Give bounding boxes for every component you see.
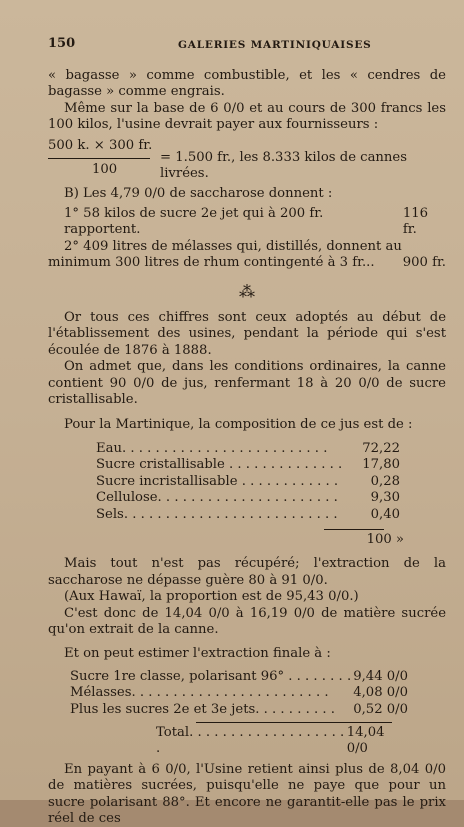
total-rule	[196, 722, 392, 723]
fraction-denominator: 100	[92, 161, 118, 177]
fraction-formula	[48, 137, 446, 182]
composition-sum-rule	[324, 529, 384, 530]
item-sugar-text: 1° 58 kilos de sucre 2e jet qui à 200 fr. rapportent.	[64, 206, 324, 238]
paragraph-sugar-matter: C'est donc de 14,04 0/0 à 16,19 0/0 de matière sucrée qu'on extrait de la canne.	[48, 605, 446, 637]
composition-table	[96, 441, 400, 523]
fraction-bar	[48, 158, 150, 159]
paragraph-cane-juice: On admet que, dans les conditions ordinaires, la canne contient 90 0/0 de jus, renfermant 18 à 20 0/0 de sucre cristallisable.	[48, 359, 446, 408]
item-molasses-revenue	[48, 255, 446, 271]
paragraph-usine-retains: En payant à 6 0/0, l'Usine retient ainsi plus de 8,04 0/0 de matières sucrées, puisqu'elle ne paye que pour un sucre polarisant 88°. Et encore ne garantit-elle pas le prix réel de ces	[48, 761, 446, 827]
composition-label: Cellulose. . . . . . . . . . . . . . . . . . . . . .	[96, 490, 338, 506]
composition-value: 9,30	[370, 490, 400, 506]
extraction-value: 4,08 0/0	[353, 685, 408, 701]
extraction-label: Sucre 1re classe, polarisant 96° . . . . . . . .	[70, 668, 352, 684]
section-b-heading: B) Les 4,79 0/0 de saccharose donnent :	[64, 185, 333, 201]
item-sugar-value: 116 fr.	[402, 206, 429, 238]
item-molasses-text: minimum 300 litres de rhum contingenté à 3 fr...	[48, 255, 375, 271]
item-molasses-value: 900 fr.	[402, 255, 446, 271]
fraction-numerator: 500 k. × 300 fr.	[48, 137, 153, 153]
ornament-asterism: ⁂	[239, 281, 255, 301]
page-header	[48, 36, 446, 54]
composition-label: Sucre incristallisable . . . . . . . . . . . .	[96, 473, 339, 489]
extraction-row	[70, 685, 408, 701]
total-value: 14,04 0/0	[346, 725, 385, 757]
composition-row	[96, 441, 400, 457]
extraction-row	[70, 702, 408, 718]
composition-total: 100 »	[366, 531, 404, 547]
extraction-value: 9,44 0/0	[353, 668, 408, 684]
composition-label: Sels. . . . . . . . . . . . . . . . . . . . . . . . . .	[96, 506, 338, 522]
paragraph-payment-basis: Même sur la base de 6 0/0 et au cours de 300 francs les 100 kilos, l'usine devrait payer aux fournisseurs :	[48, 100, 446, 133]
paragraph-extraction-limit: Mais tout n'est pas récupéré; l'extraction de la saccharose ne dépasse guère 80 à 91 0/0.	[48, 556, 446, 588]
composition-label: Sucre cristallisable . . . . . . . . . . . . . .	[96, 457, 343, 473]
composition-row	[96, 507, 400, 523]
paragraph-final-extraction: Et on peut estimer l'extraction finale à :	[64, 646, 331, 662]
paragraph-martinique-composition: Pour la Martinique, la composition de ce jus est de :	[64, 416, 413, 432]
composition-value: 17,80	[362, 457, 400, 473]
paragraph-bagasse: « bagasse » comme combustible, et les « cendres de bagasse » comme engrais.	[48, 68, 446, 100]
running-title: GALERIES MARTINIQUAISES	[178, 39, 372, 51]
composition-value: 0,40	[370, 506, 400, 522]
fraction-result: = 1.500 fr., les 8.333 kilos de cannes livrées.	[160, 149, 407, 182]
paragraph-hawaii: (Aux Hawaï, la proportion est de 95,43 0/0.)	[64, 589, 359, 605]
composition-row	[96, 457, 400, 473]
composition-value: 0,28	[370, 473, 400, 489]
extraction-table	[70, 669, 408, 718]
composition-row	[96, 474, 400, 490]
item-molasses-line1: 2° 409 litres de mélasses qui, distillés, donnent au	[64, 238, 402, 254]
extraction-value: 0,52 0/0	[353, 701, 408, 717]
total-row	[156, 725, 408, 758]
total-label: Total. . . . . . . . . . . . . . . . . . . .	[156, 725, 345, 757]
page-number: 150	[48, 36, 76, 51]
composition-value: 72,22	[362, 440, 400, 456]
extraction-label: Plus les sucres 2e et 3e jets. . . . . . . . . .	[70, 701, 335, 717]
paragraph-figures-adopted: Or tous ces chiffres sont ceux adoptés au début de l'établissement des usines, pendant la période qui s'est écoulée de 1876 à 1888.	[48, 310, 446, 358]
composition-label: Eau. . . . . . . . . . . . . . . . . . . . . . . . .	[96, 440, 328, 456]
extraction-label: Mélasses. . . . . . . . . . . . . . . . . . . . . . . .	[70, 685, 329, 701]
extraction-row	[70, 669, 408, 685]
composition-row	[96, 490, 400, 506]
item-sugar-revenue	[48, 206, 446, 239]
